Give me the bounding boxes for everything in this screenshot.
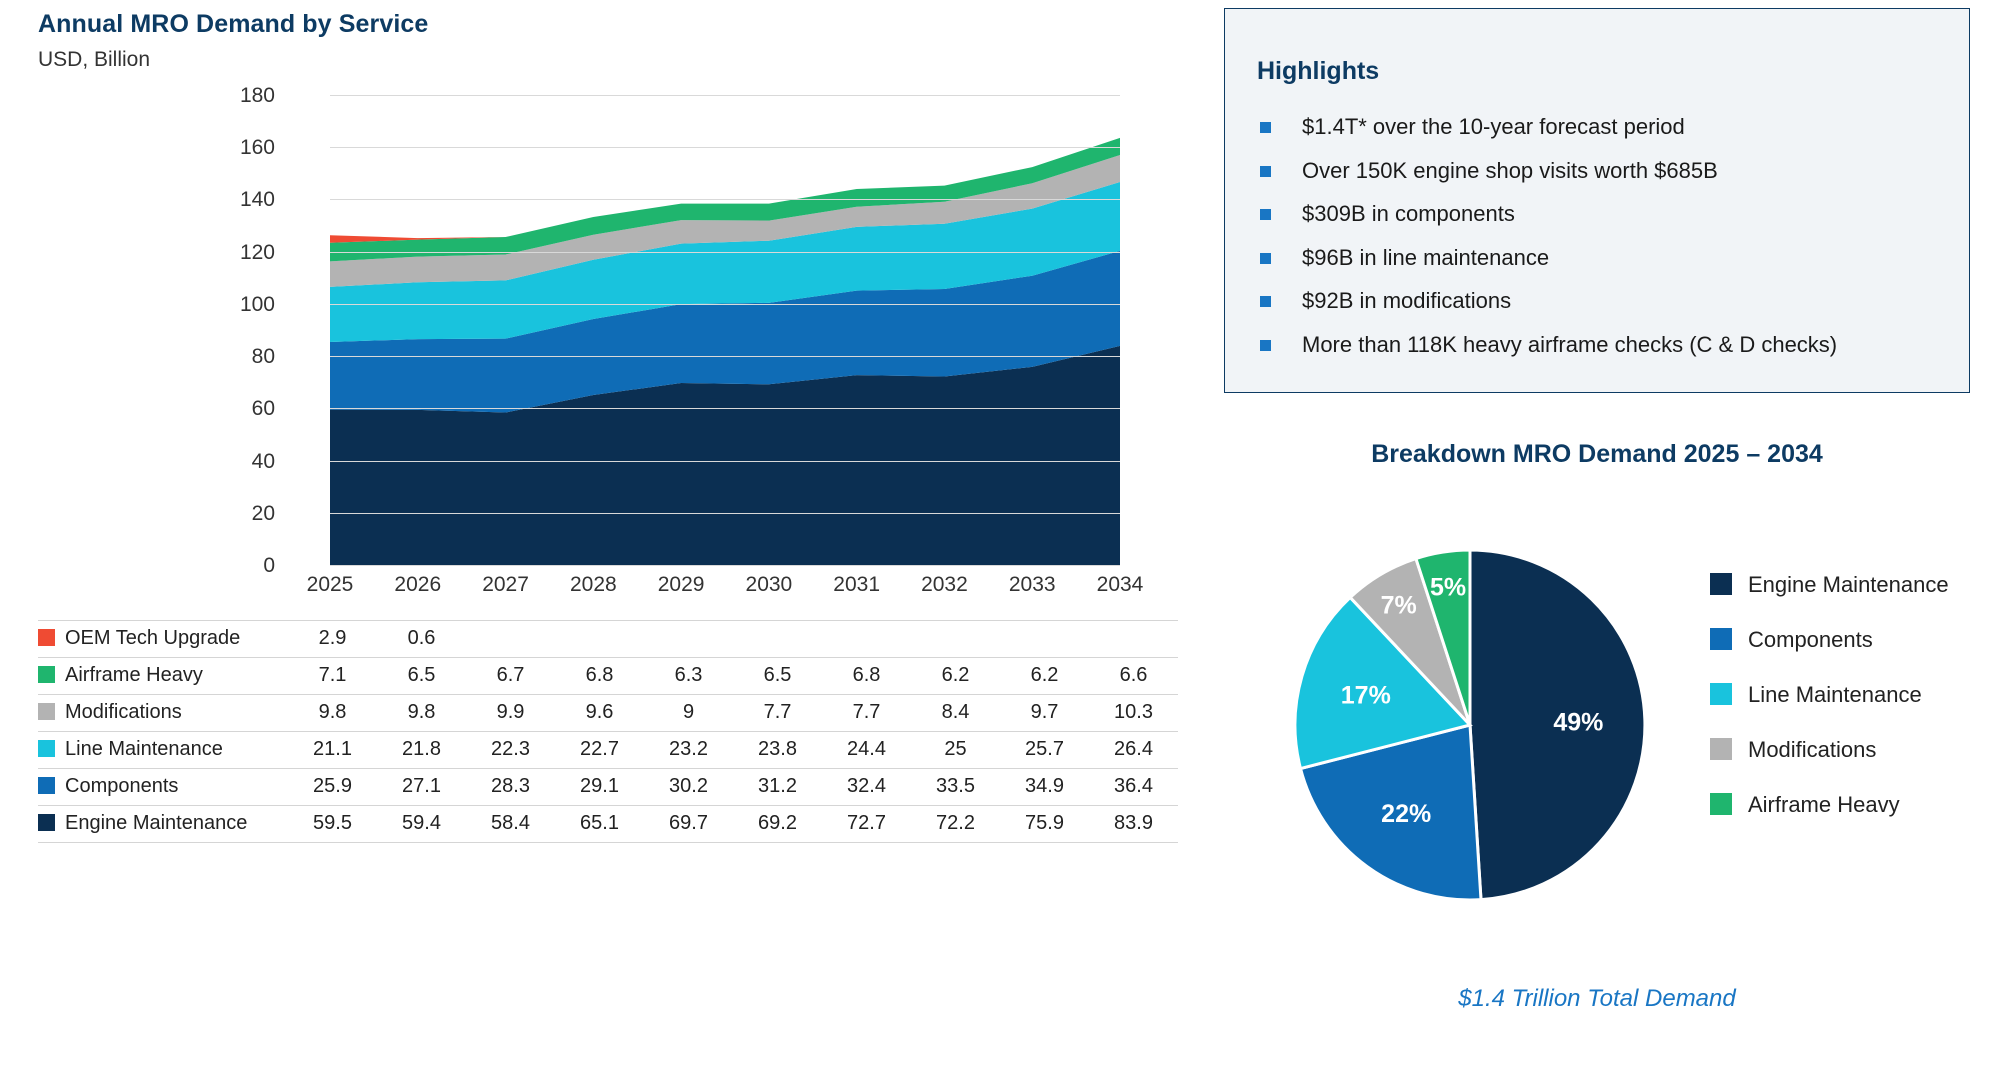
table-value-cell: 9.8 bbox=[288, 695, 377, 732]
gridline bbox=[330, 304, 1120, 305]
pie-slice-value-label: 7% bbox=[1380, 591, 1417, 620]
bullet-icon bbox=[1260, 253, 1271, 264]
table-value-cell: 25.9 bbox=[288, 769, 377, 806]
pie-footer-note: $1.4 Trillion Total Demand bbox=[1458, 985, 1736, 1012]
table-value-cell: 7.7 bbox=[733, 695, 822, 732]
legend-item bbox=[1710, 735, 1980, 764]
y-axis-tick-label: 180 bbox=[239, 84, 275, 107]
table-value-cell: 24.4 bbox=[822, 732, 911, 769]
pie-chart-title: Breakdown MRO Demand 2025 – 2034 bbox=[1371, 440, 1823, 468]
legend-item bbox=[1710, 570, 1980, 599]
table-value-cell: 25.7 bbox=[1000, 732, 1089, 769]
table-row bbox=[38, 658, 1178, 695]
gridline bbox=[330, 408, 1120, 409]
legend-swatch-icon bbox=[38, 666, 55, 683]
table-value-cell: 9.7 bbox=[1000, 695, 1089, 732]
table-value-cell: 59.4 bbox=[377, 806, 466, 843]
gridline bbox=[330, 95, 1120, 96]
table-value-cell bbox=[733, 621, 822, 658]
table-value-cell: 30.2 bbox=[644, 769, 733, 806]
table-value-cell bbox=[822, 621, 911, 658]
legend-swatch-icon bbox=[1710, 683, 1732, 705]
x-axis-tick-label: 2025 bbox=[306, 573, 354, 596]
x-axis-tick-label: 2033 bbox=[1008, 573, 1056, 596]
highlight-item bbox=[1257, 105, 1837, 149]
legend-item bbox=[1710, 625, 1980, 654]
table-value-cell: 33.5 bbox=[911, 769, 1000, 806]
table-value-cell: 6.6 bbox=[1089, 658, 1178, 695]
highlight-item bbox=[1257, 236, 1837, 280]
y-axis-tick-label: 40 bbox=[251, 449, 275, 473]
x-axis-tick-label: 2027 bbox=[482, 573, 529, 596]
table-value-cell: 25 bbox=[911, 732, 1000, 769]
table-value-cell: 7.7 bbox=[822, 695, 911, 732]
gridline bbox=[330, 252, 1120, 253]
table-value-cell: 21.1 bbox=[288, 732, 377, 769]
y-axis bbox=[215, 84, 275, 577]
table-value-cell bbox=[911, 621, 1000, 658]
table-value-cell: 9.6 bbox=[555, 695, 644, 732]
gridline bbox=[330, 199, 1120, 200]
table-value-cell: 36.4 bbox=[1089, 769, 1178, 806]
bullet-icon bbox=[1260, 340, 1271, 351]
bullet-icon bbox=[1260, 296, 1271, 307]
table-value-cell: 75.9 bbox=[1000, 806, 1089, 843]
table-value-cell: 9 bbox=[644, 695, 733, 732]
y-axis-tick-label: 120 bbox=[239, 240, 275, 264]
gridline bbox=[330, 565, 1120, 566]
table-value-cell: 22.7 bbox=[555, 732, 644, 769]
table-value-cell: 7.1 bbox=[288, 658, 377, 695]
legend-swatch-icon bbox=[38, 740, 55, 757]
series-data-table bbox=[38, 620, 1178, 843]
gridline bbox=[330, 147, 1120, 148]
y-axis-tick-label: 60 bbox=[251, 397, 275, 421]
highlight-item bbox=[1257, 192, 1837, 236]
table-value-cell: 0.6 bbox=[377, 621, 466, 658]
table-value-cell bbox=[1000, 621, 1089, 658]
table-value-cell: 29.1 bbox=[555, 769, 644, 806]
x-axis-tick-label: 2028 bbox=[569, 573, 617, 596]
legend-swatch-icon bbox=[1710, 793, 1732, 815]
y-axis-tick-label: 80 bbox=[251, 345, 275, 369]
table-value-cell: 32.4 bbox=[822, 769, 911, 806]
table-value-cell bbox=[466, 621, 555, 658]
table-value-cell: 26.4 bbox=[1089, 732, 1178, 769]
highlight-item bbox=[1257, 149, 1837, 193]
legend-item-label: Airframe Heavy bbox=[1748, 792, 1900, 817]
highlight-item-label: $96B in line maintenance bbox=[1302, 244, 1550, 270]
pie-slice-value-label: 5% bbox=[1430, 573, 1467, 602]
table-value-cell: 6.2 bbox=[1000, 658, 1089, 695]
y-axis-tick-label: 0 bbox=[263, 554, 275, 577]
highlight-item bbox=[1257, 323, 1837, 367]
x-axis-tick-label: 2034 bbox=[1096, 573, 1144, 596]
series-label-cell bbox=[38, 732, 288, 769]
bullet-icon bbox=[1260, 122, 1271, 133]
gridline bbox=[330, 356, 1120, 357]
table-value-cell: 6.5 bbox=[377, 658, 466, 695]
y-axis-tick-label: 140 bbox=[239, 188, 275, 212]
table-value-cell: 69.7 bbox=[644, 806, 733, 843]
highlight-item-label: $309B in components bbox=[1302, 201, 1515, 226]
legend-item-label: Components bbox=[1748, 627, 1873, 652]
x-axis bbox=[306, 573, 1144, 607]
series-label: Components bbox=[65, 775, 179, 797]
table-value-cell: 6.3 bbox=[644, 658, 733, 695]
legend-swatch-icon bbox=[1710, 738, 1732, 760]
table-value-cell bbox=[555, 621, 644, 658]
table-value-cell: 9.8 bbox=[377, 695, 466, 732]
table-value-cell: 6.8 bbox=[822, 658, 911, 695]
table-value-cell: 34.9 bbox=[1000, 769, 1089, 806]
legend-item-label: Line Maintenance bbox=[1748, 682, 1922, 707]
table-value-cell: 72.7 bbox=[822, 806, 911, 843]
legend-swatch-icon bbox=[38, 814, 55, 831]
pie-legend bbox=[1710, 570, 1980, 845]
series-label: Engine Maintenance bbox=[65, 812, 248, 834]
y-axis-tick-label: 100 bbox=[239, 292, 275, 316]
table-value-cell: 58.4 bbox=[466, 806, 555, 843]
pie-chart bbox=[1250, 505, 1690, 945]
table-row bbox=[38, 769, 1178, 806]
series-label: Airframe Heavy bbox=[65, 664, 203, 686]
series-label: Modifications bbox=[65, 701, 182, 723]
table-value-cell: 59.5 bbox=[288, 806, 377, 843]
highlight-item bbox=[1257, 279, 1837, 323]
legend-item bbox=[1710, 680, 1980, 709]
table-row bbox=[38, 695, 1178, 732]
legend-swatch-icon bbox=[38, 777, 55, 794]
table-value-cell: 23.8 bbox=[733, 732, 822, 769]
legend-swatch-icon bbox=[38, 703, 55, 720]
series-label-cell bbox=[38, 806, 288, 843]
pie-slice-value-label: 22% bbox=[1381, 799, 1432, 828]
pie-slice-value-label: 17% bbox=[1340, 681, 1391, 710]
table-row bbox=[38, 732, 1178, 769]
stacked-area-series bbox=[330, 95, 1120, 565]
series-label: Line Maintenance bbox=[65, 738, 223, 760]
bullet-icon bbox=[1260, 166, 1271, 177]
table-value-cell: 6.8 bbox=[555, 658, 644, 695]
table-value-cell: 69.2 bbox=[733, 806, 822, 843]
table-value-cell: 10.3 bbox=[1089, 695, 1178, 732]
legend-swatch-icon bbox=[1710, 573, 1732, 595]
chart-subtitle: USD, Billion bbox=[38, 48, 151, 71]
table-row bbox=[38, 806, 1178, 843]
gridline bbox=[330, 513, 1120, 514]
series-label-cell bbox=[38, 658, 288, 695]
series-label-cell bbox=[38, 769, 288, 806]
table-value-cell: 6.7 bbox=[466, 658, 555, 695]
legend-swatch-icon bbox=[1710, 628, 1732, 650]
table-value-cell: 22.3 bbox=[466, 732, 555, 769]
highlight-item-label: Over 150K engine shop visits worth $685B bbox=[1302, 157, 1718, 183]
table-value-cell bbox=[1089, 621, 1178, 658]
pie-slice-value-label: 49% bbox=[1553, 708, 1604, 737]
gridline bbox=[330, 461, 1120, 462]
table-value-cell: 2.9 bbox=[288, 621, 377, 658]
series-label-cell bbox=[38, 695, 288, 732]
table-value-cell bbox=[644, 621, 733, 658]
highlights-box bbox=[1224, 8, 1970, 393]
table-value-cell: 31.2 bbox=[733, 769, 822, 806]
x-axis-tick-label: 2031 bbox=[833, 573, 881, 596]
table-value-cell: 21.8 bbox=[377, 732, 466, 769]
table-value-cell: 8.4 bbox=[911, 695, 1000, 732]
table-value-cell: 72.2 bbox=[911, 806, 1000, 843]
table-value-cell: 6.5 bbox=[733, 658, 822, 695]
highlights-title: Highlights bbox=[1257, 57, 1380, 85]
table-value-cell: 27.1 bbox=[377, 769, 466, 806]
series-label-cell bbox=[38, 621, 288, 658]
x-axis-tick-label: 2029 bbox=[657, 573, 705, 596]
x-axis-tick-label: 2026 bbox=[394, 573, 442, 596]
table-value-cell: 65.1 bbox=[555, 806, 644, 843]
highlight-item-label: $1.4T* over the 10-year forecast period bbox=[1302, 114, 1685, 139]
x-axis-tick-label: 2030 bbox=[745, 573, 793, 596]
legend-item-label: Engine Maintenance bbox=[1748, 572, 1949, 597]
legend-item-label: Modifications bbox=[1748, 737, 1877, 762]
plot-area bbox=[330, 95, 1120, 565]
highlight-item-label: More than 118K heavy airframe checks (C & D checks) bbox=[1302, 331, 1838, 357]
table-value-cell: 6.2 bbox=[911, 658, 1000, 695]
y-axis-tick-label: 160 bbox=[239, 136, 275, 160]
bullet-icon bbox=[1260, 209, 1271, 220]
x-axis-tick-label: 2032 bbox=[921, 573, 968, 596]
table-value-cell: 28.3 bbox=[466, 769, 555, 806]
table-value-cell: 83.9 bbox=[1089, 806, 1178, 843]
legend-swatch-icon bbox=[38, 629, 55, 646]
page-title: Annual MRO Demand by Service bbox=[38, 10, 429, 38]
y-axis-tick-label: 20 bbox=[251, 501, 275, 525]
highlights-list bbox=[1257, 105, 1837, 366]
table-value-cell: 23.2 bbox=[644, 732, 733, 769]
series-label: OEM Tech Upgrade bbox=[65, 627, 241, 649]
highlight-item-label: $92B in modifications bbox=[1302, 288, 1512, 313]
legend-item bbox=[1710, 790, 1980, 819]
table-row bbox=[38, 621, 1178, 658]
table-value-cell: 9.9 bbox=[466, 695, 555, 732]
